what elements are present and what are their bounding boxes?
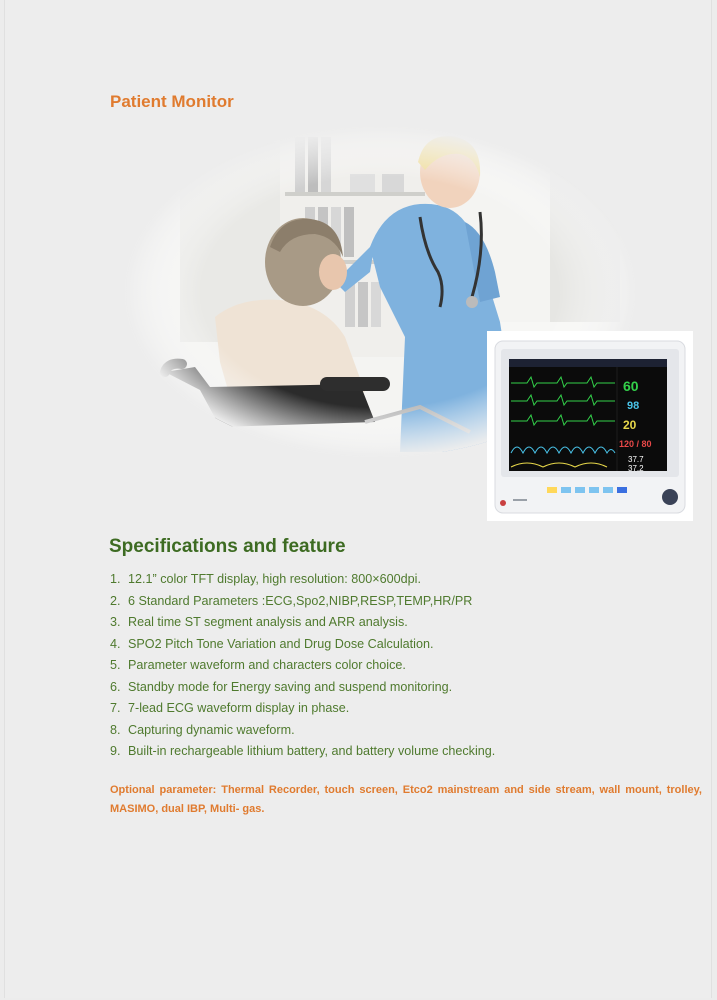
list-item: 8. Capturing dynamic waveform. [110,722,295,737]
nibp-value: 120 / 80 [619,439,652,449]
list-item: 6. Standby mode for Energy saving and suspend monitoring. [110,679,453,694]
hr-value: 60 [623,378,639,394]
spo2-value: 98 [627,400,640,412]
list-item: 2. 6 Standard Parameters :ECG,Spo2,NIBP,RESP,TEMP,HR/PR [110,593,473,608]
list-item: 7. 7-lead ECG waveform display in phase. [110,701,350,715]
specification-list [110,569,495,763]
list-item: 9. Built-in rechargeable lithium battery, and battery volume checking. [110,744,496,758]
temp2-value: 37.2 [628,464,644,473]
section-heading: Specifications and feature [109,536,346,557]
optional-parameters-note: Optional parameter: Thermal Recorder, touch screen, Etco2 mainstream and side stream, wall mount, trolley, MASIMO, dual IBP, Multi- gas. [110,784,702,815]
list-item: 3. Real time ST segment analysis and ARR analysis. [110,615,408,629]
monitor-product-photo [487,331,693,521]
list-item: 1. 12.1” color TFT display, high resolution: 800×600dpi. [110,572,421,586]
list-item: 4. SPO2 Pitch Tone Variation and Drug Dose Calculation. [110,636,434,651]
list-item: 5. Parameter waveform and characters color choice. [110,658,406,672]
resp-value: 20 [623,418,637,432]
temp1-value: 37.7 [628,455,644,464]
page-title: Patient Monitor [110,92,234,111]
